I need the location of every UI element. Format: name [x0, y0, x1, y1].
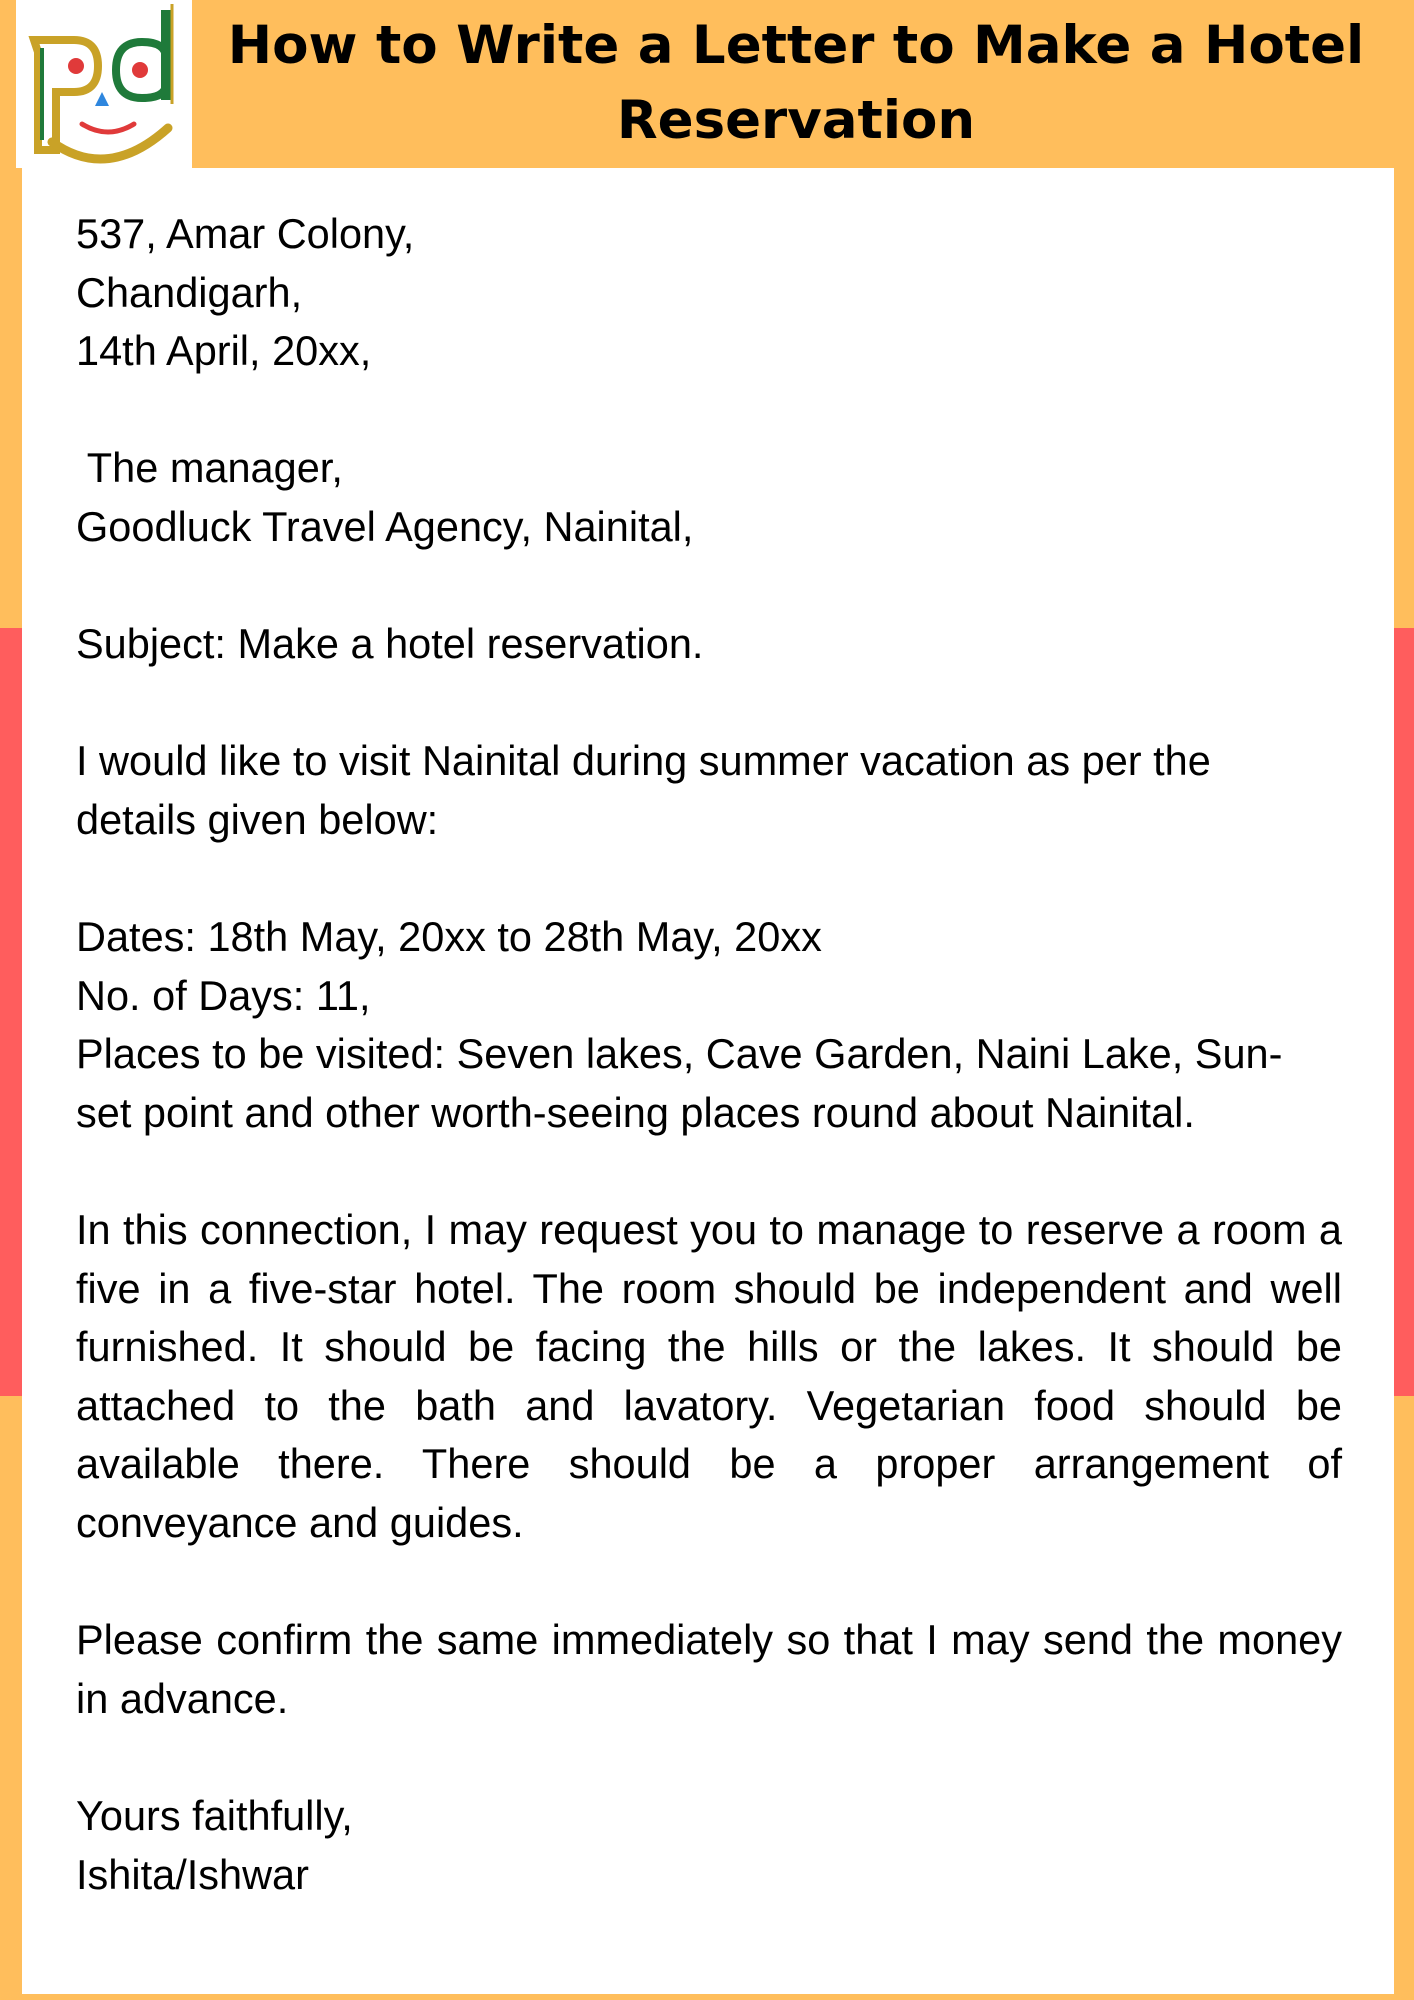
detail-places: Places to be visited: Seven lakes, Cave Garden, Naini Lake, Sun-	[76, 1030, 1283, 1078]
title-line-1: How to Write a Letter to Make a Hotel	[227, 15, 1365, 76]
request-paragraph: In this connection, I may request you to manage to reserve a room a five in a five-star hotel. The room should be independent and well furnished. It should be facing the hills or the lakes. It should be attached to the bath and lavatory. Vegetarian food should be available there. There should be a proper arrangement of conveyance and guides.	[76, 1206, 1342, 1547]
detail-places: set point and other worth-seeing places round about Nainital.	[76, 1088, 1195, 1136]
spacer	[76, 674, 1342, 733]
spacer	[76, 381, 1342, 440]
spacer	[76, 1728, 1342, 1787]
recipient-line: The manager,	[76, 444, 343, 492]
detail-dates: Dates: 18th May, 20xx to 28th May, 20xx	[76, 913, 822, 961]
sender-address-line: Chandigarh,	[76, 268, 303, 316]
letter-body	[76, 205, 1342, 1904]
spacer	[76, 557, 1342, 616]
signature: Ishita/Ishwar	[76, 1850, 309, 1898]
page-title	[196, 8, 1396, 158]
detail-days: No. of Days: 11,	[76, 971, 371, 1019]
letter-subject: Subject: Make a hotel reservation.	[76, 620, 704, 668]
letter-date: 14th April, 20xx,	[76, 327, 372, 375]
title-line-2: Reservation	[616, 90, 976, 151]
spacer	[76, 1553, 1342, 1612]
spacer	[76, 850, 1342, 909]
intro-paragraph: I would like to visit Nainital during summer vacation as per the details given below:	[76, 737, 1211, 843]
site-logo[interactable]	[16, 0, 192, 168]
spacer	[76, 1143, 1342, 1202]
sender-address-line: 537, Amar Colony,	[76, 210, 415, 257]
pd-logo-icon	[16, 0, 192, 168]
recipient-line: Goodluck Travel Agency, Nainital,	[76, 502, 694, 550]
confirmation-paragraph: Please confirm the same immediately so that I may send the money in advance.	[76, 1616, 1342, 1722]
closing-salutation: Yours faithfully,	[76, 1792, 353, 1840]
